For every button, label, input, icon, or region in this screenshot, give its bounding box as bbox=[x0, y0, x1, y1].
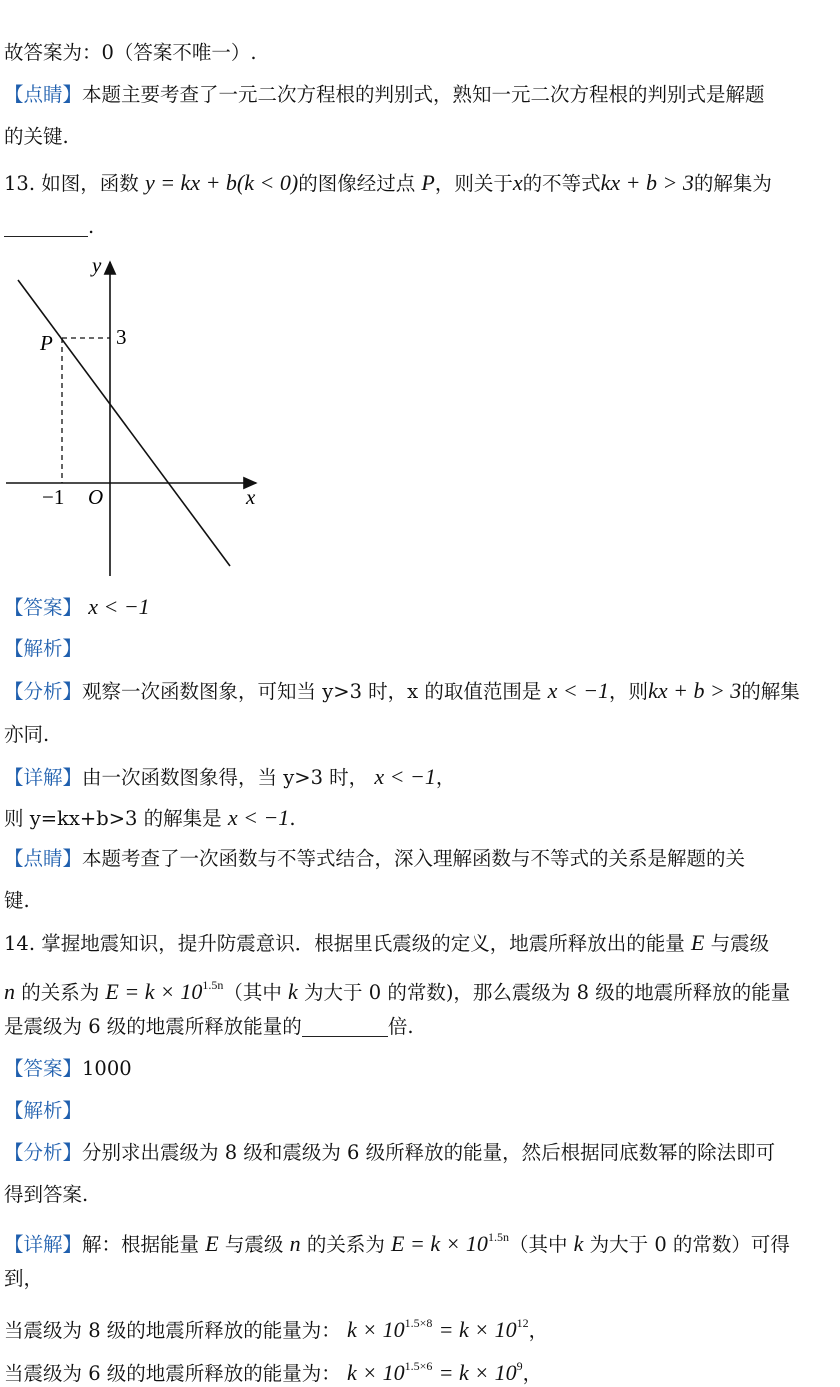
q13-detail-cont bbox=[4, 805, 296, 832]
q13-comment-a: 本题考查了一次函数与不等式结合，深入理解函数与不等式的关系是解题的关 bbox=[82, 847, 746, 870]
q13-analysis-d: 亦同. bbox=[4, 723, 50, 746]
q13-analysis-ineq: kx + b > 3 bbox=[648, 678, 742, 703]
q14-energy-8 bbox=[4, 1310, 548, 1344]
xneg1-label: −1 bbox=[42, 485, 65, 509]
q14-l6-b: = k × 10 bbox=[438, 1360, 517, 1385]
q14-l6-exp2: 9 bbox=[516, 1359, 523, 1373]
q14-detail-b: 与震级 bbox=[224, 1233, 284, 1256]
q13-analysis-ans: x < −1 bbox=[547, 678, 610, 703]
q14-detail bbox=[4, 1224, 790, 1258]
q14-l8-b: = k × 10 bbox=[438, 1317, 517, 1342]
q14-detail-E: E bbox=[205, 1231, 219, 1256]
tag-fenxi-14: 【分析】 bbox=[4, 1141, 83, 1164]
q13-detail-ans2: x < −1 bbox=[227, 805, 290, 830]
q14-l8-end: ， bbox=[528, 1319, 549, 1342]
q14-text-a: 掌握地震知识，提升防震意识．根据里氏震级的定义，地震所释放出的能量 bbox=[41, 932, 685, 955]
answer-conclusion bbox=[4, 40, 257, 66]
q14-l8-exp: 1.5×8 bbox=[404, 1316, 433, 1330]
q14-detail-d: （其中 bbox=[508, 1233, 568, 1256]
q14-stem-2 bbox=[4, 972, 790, 1006]
q13-text-e: 的解集为 bbox=[693, 172, 772, 195]
q13-text-b: 的图像经过点 bbox=[298, 172, 416, 195]
tag-fenxi: 【分析】 bbox=[4, 680, 83, 703]
q13-analysis-cont bbox=[4, 722, 49, 748]
q14-answer bbox=[4, 1056, 132, 1082]
q14-stem bbox=[4, 930, 769, 957]
q14-text-f: 是震级为 6 级的地震所释放能量的 bbox=[4, 1015, 302, 1038]
conclusion-text: 故答案为：0（答案不唯一）. bbox=[4, 41, 257, 64]
q13-function: y = kx + b(k < 0) bbox=[144, 170, 299, 195]
tag-jiexi-14: 【解析】 bbox=[4, 1099, 83, 1122]
q14-k: k bbox=[288, 979, 298, 1004]
q14-analysis-cont bbox=[4, 1182, 88, 1208]
comment-prev-text: 本题主要考查了一元二次方程根的判别式，熟知一元二次方程根的判别式是解题 bbox=[82, 83, 765, 106]
q14-analysis bbox=[4, 1140, 775, 1166]
q14-E: E bbox=[690, 930, 705, 955]
q13-number: 13. bbox=[4, 172, 36, 195]
q14-formula: E = k × 10 bbox=[105, 979, 203, 1004]
q13-detail-a: 由一次函数图象得，当 y>3 时， bbox=[82, 766, 369, 789]
q14-text-b: 与震级 bbox=[710, 932, 770, 955]
q14-detail-a: 解：根据能量 bbox=[82, 1233, 200, 1256]
tag-dianjing: 【点睛】 bbox=[4, 83, 83, 106]
function-line bbox=[18, 280, 230, 566]
q14-detail-formula: E = k × 10 bbox=[391, 1231, 488, 1256]
q13-comment-b: 键. bbox=[4, 889, 30, 912]
q13-end: . bbox=[88, 215, 95, 238]
q14-analysis-a: 分别求出震级为 8 级和震级为 6 级所释放的能量，然后根据同底数幂的除法即可 bbox=[82, 1141, 776, 1164]
q13-answer bbox=[4, 594, 150, 621]
q13-detail bbox=[4, 764, 455, 791]
q14-detail-e: 为大于 0 的常数）可得 bbox=[589, 1233, 790, 1256]
q14-detail-formula-exp: 1.5n bbox=[487, 1230, 509, 1244]
tag-dianjing-13: 【点睛】 bbox=[4, 847, 83, 870]
q13-jiexi bbox=[4, 636, 82, 662]
x-axis-label: x bbox=[246, 485, 256, 509]
tag-xiangjie-14: 【详解】 bbox=[4, 1233, 83, 1256]
q13-blank-line bbox=[4, 214, 94, 240]
q13-analysis-b: ，则 bbox=[609, 680, 649, 703]
y-axis-label: y bbox=[92, 253, 102, 277]
q14-text-g: 倍. bbox=[387, 1015, 414, 1038]
q14-stem-3 bbox=[4, 1014, 414, 1040]
q14-answer-value: 1000 bbox=[82, 1057, 132, 1080]
q14-jiexi bbox=[4, 1098, 82, 1124]
q13-text-a: 如图，函数 bbox=[41, 172, 139, 195]
comment-prev-cont bbox=[4, 124, 69, 150]
q13-comment-cont bbox=[4, 888, 30, 914]
q14-number: 14. bbox=[4, 932, 36, 955]
q13-detail-end: . bbox=[289, 807, 296, 830]
q14-l6-exp: 1.5×6 bbox=[404, 1359, 433, 1373]
q14-text-e: 为大于 0 的常数)，那么震级为 8 级的地震所释放的能量 bbox=[304, 981, 791, 1004]
q13-answer-blank bbox=[4, 216, 88, 237]
point-p-label: P bbox=[40, 331, 53, 355]
q14-l8-text: 当震级为 8 级的地震所释放的能量为： bbox=[4, 1319, 341, 1342]
q13-inequality: kx + b > 3 bbox=[600, 170, 694, 195]
q14-detail-f: 到， bbox=[4, 1267, 44, 1290]
q14-l6-text: 当震级为 6 级的地震所释放的能量为： bbox=[4, 1362, 341, 1385]
q14-l6-a: k × 10 bbox=[347, 1360, 405, 1385]
q13-analysis-a: 观察一次函数图象，可知当 y>3 时，x 的取值范围是 bbox=[82, 680, 542, 703]
q13-text-c: ，则关于 bbox=[434, 172, 513, 195]
q14-detail-c: 的关系为 bbox=[306, 1233, 385, 1256]
q14-formula-exp: 1.5n bbox=[202, 978, 224, 992]
q13-graph bbox=[0, 248, 280, 578]
q13-var: x bbox=[512, 170, 523, 195]
q13-analysis-c: 的解集 bbox=[741, 680, 800, 703]
q14-text-d: （其中 bbox=[223, 981, 282, 1004]
q13-answer-value: x < −1 bbox=[88, 594, 150, 619]
tag-jiexi: 【解析】 bbox=[4, 637, 83, 660]
comment-prev-text-cont: 的关键. bbox=[4, 125, 69, 148]
q13-text-d: 的不等式 bbox=[522, 172, 601, 195]
q13-analysis bbox=[4, 678, 800, 705]
q13-detail-ans: x < −1 bbox=[374, 764, 436, 789]
q13-comment bbox=[4, 846, 745, 872]
q14-l8-exp2: 12 bbox=[516, 1316, 529, 1330]
q13-stem bbox=[4, 170, 772, 197]
q14-l8-a: k × 10 bbox=[347, 1317, 405, 1342]
origin-label: O bbox=[88, 485, 104, 509]
q14-analysis-b: 得到答案. bbox=[4, 1183, 89, 1206]
q13-point: P bbox=[421, 170, 435, 195]
q14-text-c: 的关系为 bbox=[21, 981, 100, 1004]
q14-detail-cont bbox=[4, 1266, 43, 1292]
comment-prev bbox=[4, 82, 765, 108]
q13-detail-d: 则 y=kx+b>3 的解集是 bbox=[4, 807, 222, 830]
q14-n: n bbox=[4, 979, 15, 1004]
tag-daan-14: 【答案】 bbox=[4, 1057, 83, 1080]
tag-xiangjie: 【详解】 bbox=[4, 766, 83, 789]
q14-l6-end: ， bbox=[522, 1362, 543, 1385]
q14-energy-6 bbox=[4, 1353, 542, 1387]
q13-detail-c: ， bbox=[435, 766, 456, 789]
q14-detail-k: k bbox=[573, 1231, 584, 1256]
y3-label: 3 bbox=[116, 325, 127, 349]
q14-answer-blank bbox=[302, 1016, 388, 1037]
tag-daan: 【答案】 bbox=[4, 596, 83, 619]
q14-detail-n: n bbox=[289, 1231, 301, 1256]
